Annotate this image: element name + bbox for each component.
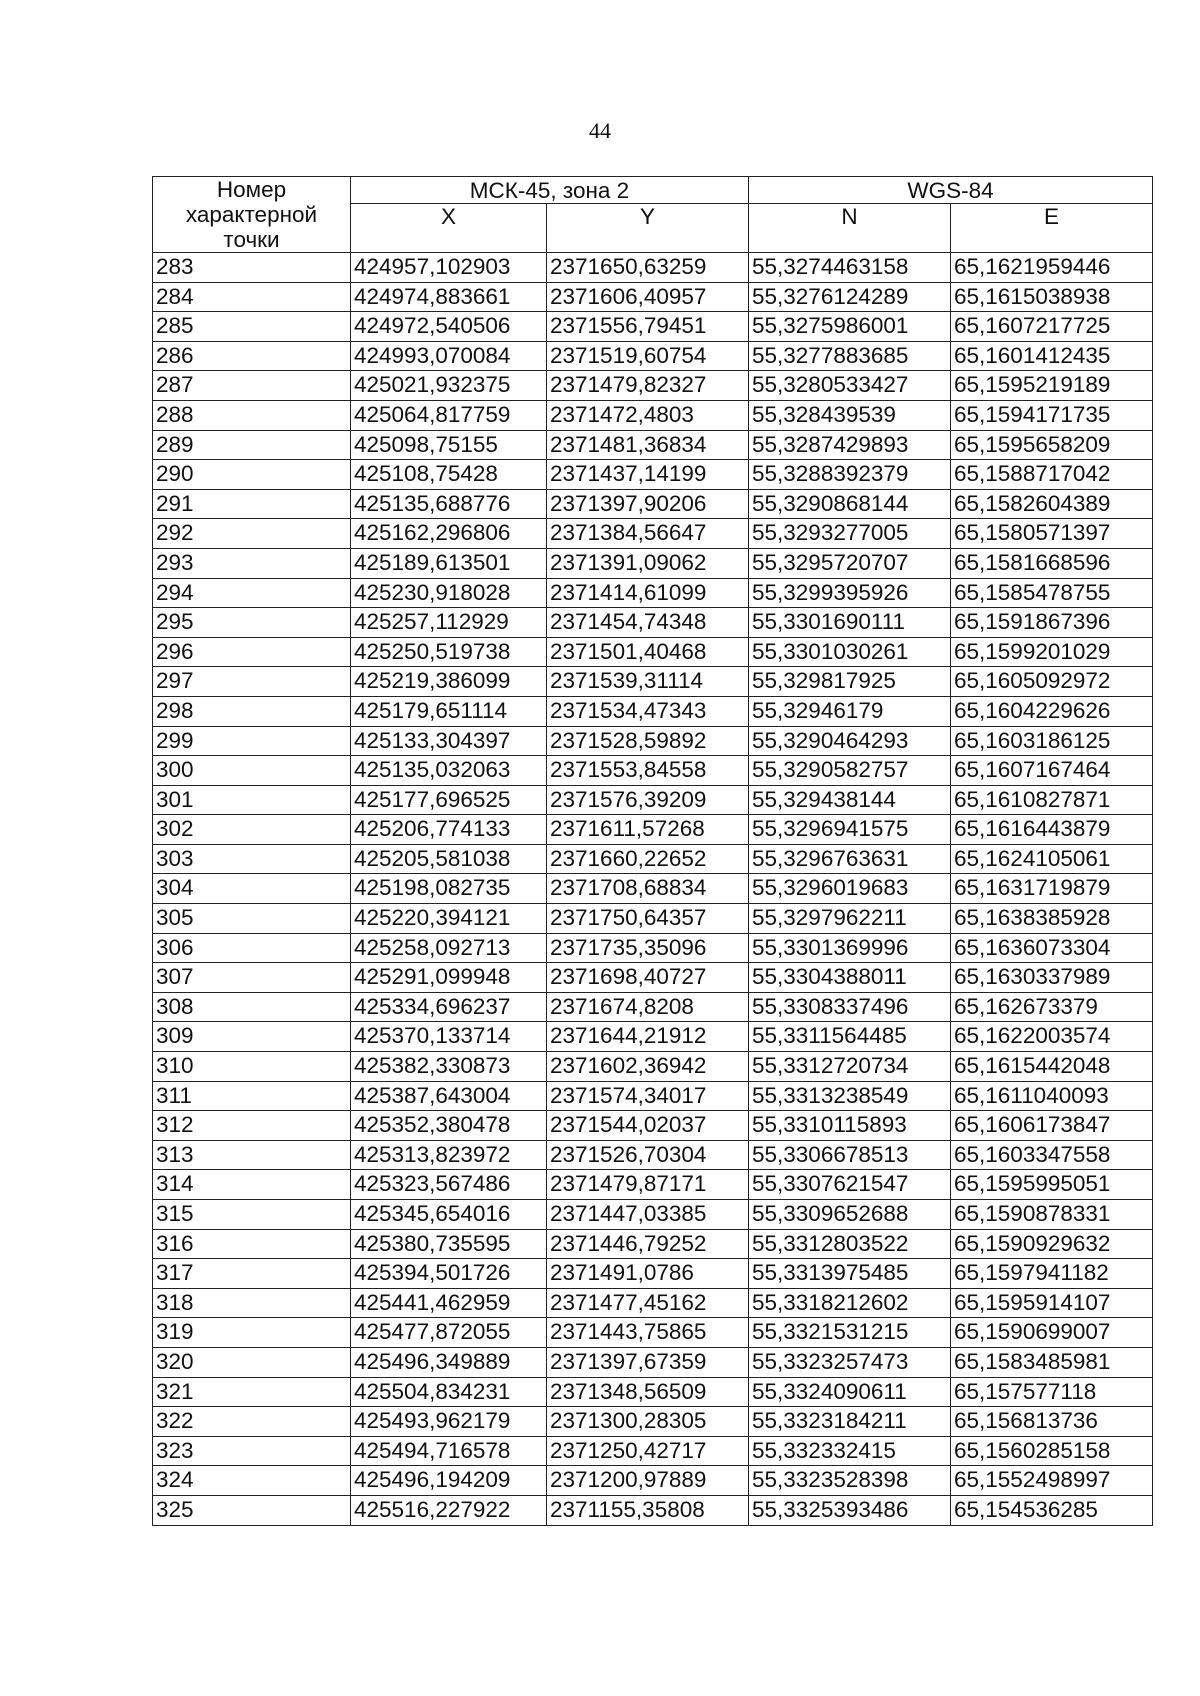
table-row xyxy=(153,608,1153,638)
cell-x: 424974,883661 xyxy=(351,282,547,312)
table-row xyxy=(153,874,1153,904)
cell-n: 55,3312803522 xyxy=(749,1229,951,1259)
table-row xyxy=(153,844,1153,874)
cell-point-number: 316 xyxy=(153,1229,351,1259)
cell-x: 425504,834231 xyxy=(351,1377,547,1407)
cell-n: 55,3309652688 xyxy=(749,1200,951,1230)
table-row xyxy=(153,1200,1153,1230)
cell-y: 2371708,68834 xyxy=(547,874,749,904)
cell-y: 2371611,57268 xyxy=(547,815,749,845)
cell-e: 65,1580571397 xyxy=(951,519,1153,549)
cell-e: 65,1606173847 xyxy=(951,1111,1153,1141)
cell-e: 65,1583485981 xyxy=(951,1347,1153,1377)
cell-y: 2371501,40468 xyxy=(547,637,749,667)
cell-y: 2371526,70304 xyxy=(547,1140,749,1170)
cell-x: 425064,817759 xyxy=(351,400,547,430)
cell-e: 65,1603186125 xyxy=(951,726,1153,756)
cell-e: 65,1605092972 xyxy=(951,667,1153,697)
cell-point-number: 324 xyxy=(153,1466,351,1496)
cell-x: 425189,613501 xyxy=(351,548,547,578)
cell-e: 65,1610827871 xyxy=(951,785,1153,815)
cell-point-number: 289 xyxy=(153,430,351,460)
cell-point-number: 308 xyxy=(153,992,351,1022)
cell-y: 2371553,84558 xyxy=(547,756,749,786)
cell-n: 55,3290582757 xyxy=(749,756,951,786)
cell-point-number: 321 xyxy=(153,1377,351,1407)
cell-e: 65,1595995051 xyxy=(951,1170,1153,1200)
cell-point-number: 283 xyxy=(153,253,351,283)
cell-x: 424972,540506 xyxy=(351,312,547,342)
cell-n: 55,3312720734 xyxy=(749,1052,951,1082)
table-row xyxy=(153,1436,1153,1466)
cell-n: 55,3323257473 xyxy=(749,1347,951,1377)
cell-x: 425220,394121 xyxy=(351,904,547,934)
cell-y: 2371348,56509 xyxy=(547,1377,749,1407)
cell-n: 55,328439539 xyxy=(749,400,951,430)
cell-y: 2371644,21912 xyxy=(547,1022,749,1052)
cell-x: 425493,962179 xyxy=(351,1407,547,1437)
cell-point-number: 299 xyxy=(153,726,351,756)
cell-e: 65,1607217725 xyxy=(951,312,1153,342)
cell-point-number: 305 xyxy=(153,904,351,934)
cell-x: 425496,349889 xyxy=(351,1347,547,1377)
cell-point-number: 285 xyxy=(153,312,351,342)
cell-point-number: 307 xyxy=(153,963,351,993)
cell-n: 55,3325393486 xyxy=(749,1495,951,1525)
cell-point-number: 313 xyxy=(153,1140,351,1170)
cell-n: 55,32946179 xyxy=(749,696,951,726)
header-row-groups xyxy=(153,177,1153,204)
cell-e: 65,1560285158 xyxy=(951,1436,1153,1466)
cell-n: 55,3295720707 xyxy=(749,548,951,578)
cell-point-number: 309 xyxy=(153,1022,351,1052)
table-row xyxy=(153,785,1153,815)
cell-point-number: 322 xyxy=(153,1407,351,1437)
table-row xyxy=(153,1495,1153,1525)
cell-y: 2371397,67359 xyxy=(547,1347,749,1377)
cell-point-number: 297 xyxy=(153,667,351,697)
table-row xyxy=(153,400,1153,430)
cell-y: 2371300,28305 xyxy=(547,1407,749,1437)
cell-e: 65,1604229626 xyxy=(951,696,1153,726)
cell-e: 65,1595914107 xyxy=(951,1288,1153,1318)
cell-e: 65,1590929632 xyxy=(951,1229,1153,1259)
cell-x: 425352,380478 xyxy=(351,1111,547,1141)
cell-y: 2371479,82327 xyxy=(547,371,749,401)
table-row xyxy=(153,1377,1153,1407)
cell-y: 2371650,63259 xyxy=(547,253,749,283)
cell-n: 55,3323528398 xyxy=(749,1466,951,1496)
cell-e: 65,1622003574 xyxy=(951,1022,1153,1052)
cell-x: 425345,654016 xyxy=(351,1200,547,1230)
table-row xyxy=(153,489,1153,519)
cell-n: 55,3318212602 xyxy=(749,1288,951,1318)
cell-x: 425370,133714 xyxy=(351,1022,547,1052)
cell-y: 2371519,60754 xyxy=(547,341,749,371)
table-row xyxy=(153,253,1153,283)
cell-x: 425323,567486 xyxy=(351,1170,547,1200)
cell-n: 55,3301369996 xyxy=(749,933,951,963)
cell-x: 425179,651114 xyxy=(351,696,547,726)
cell-n: 55,3308337496 xyxy=(749,992,951,1022)
header-y: Y xyxy=(547,204,749,253)
cell-y: 2371155,35808 xyxy=(547,1495,749,1525)
table-row xyxy=(153,430,1153,460)
table-row xyxy=(153,1170,1153,1200)
cell-y: 2371698,40727 xyxy=(547,963,749,993)
cell-n: 55,3324090611 xyxy=(749,1377,951,1407)
cell-y: 2371437,14199 xyxy=(547,460,749,490)
table-row xyxy=(153,1022,1153,1052)
cell-point-number: 294 xyxy=(153,578,351,608)
cell-point-number: 298 xyxy=(153,696,351,726)
cell-x: 425098,75155 xyxy=(351,430,547,460)
cell-x: 425334,696237 xyxy=(351,992,547,1022)
coordinates-table xyxy=(152,176,1153,1526)
cell-y: 2371660,22652 xyxy=(547,844,749,874)
cell-y: 2371447,03385 xyxy=(547,1200,749,1230)
cell-n: 55,3280533427 xyxy=(749,371,951,401)
cell-e: 65,1590699007 xyxy=(951,1318,1153,1348)
cell-n: 55,3299395926 xyxy=(749,578,951,608)
cell-n: 55,329817925 xyxy=(749,667,951,697)
cell-point-number: 318 xyxy=(153,1288,351,1318)
table-row xyxy=(153,992,1153,1022)
cell-y: 2371674,8208 xyxy=(547,992,749,1022)
cell-n: 55,3323184211 xyxy=(749,1407,951,1437)
cell-n: 55,3313238549 xyxy=(749,1081,951,1111)
cell-x: 425205,581038 xyxy=(351,844,547,874)
cell-x: 424957,102903 xyxy=(351,253,547,283)
cell-y: 2371491,0786 xyxy=(547,1259,749,1289)
cell-x: 425135,032063 xyxy=(351,756,547,786)
table-row xyxy=(153,1347,1153,1377)
cell-point-number: 292 xyxy=(153,519,351,549)
cell-n: 55,3307621547 xyxy=(749,1170,951,1200)
cell-y: 2371735,35096 xyxy=(547,933,749,963)
cell-e: 65,1607167464 xyxy=(951,756,1153,786)
table-row xyxy=(153,578,1153,608)
cell-point-number: 311 xyxy=(153,1081,351,1111)
cell-x: 425250,519738 xyxy=(351,637,547,667)
cell-y: 2371200,97889 xyxy=(547,1466,749,1496)
cell-n: 55,3306678513 xyxy=(749,1140,951,1170)
cell-point-number: 304 xyxy=(153,874,351,904)
cell-x: 425516,227922 xyxy=(351,1495,547,1525)
cell-x: 425108,75428 xyxy=(351,460,547,490)
cell-e: 65,1611040093 xyxy=(951,1081,1153,1111)
cell-y: 2371472,4803 xyxy=(547,400,749,430)
cell-e: 65,1594171735 xyxy=(951,400,1153,430)
cell-e: 65,1590878331 xyxy=(951,1200,1153,1230)
cell-y: 2371534,47343 xyxy=(547,696,749,726)
cell-point-number: 320 xyxy=(153,1347,351,1377)
cell-e: 65,1552498997 xyxy=(951,1466,1153,1496)
table-row xyxy=(153,904,1153,934)
cell-y: 2371528,59892 xyxy=(547,726,749,756)
cell-e: 65,1603347558 xyxy=(951,1140,1153,1170)
cell-e: 65,156813736 xyxy=(951,1407,1153,1437)
page-number: 44 xyxy=(589,118,611,143)
cell-point-number: 293 xyxy=(153,548,351,578)
cell-n: 55,3301030261 xyxy=(749,637,951,667)
cell-y: 2371539,31114 xyxy=(547,667,749,697)
cell-point-number: 312 xyxy=(153,1111,351,1141)
cell-point-number: 315 xyxy=(153,1200,351,1230)
cell-y: 2371606,40957 xyxy=(547,282,749,312)
cell-n: 55,329438144 xyxy=(749,785,951,815)
cell-n: 55,3301690111 xyxy=(749,608,951,638)
cell-x: 425394,501726 xyxy=(351,1259,547,1289)
cell-y: 2371750,64357 xyxy=(547,904,749,934)
header-msk-group: МСК-45, зона 2 xyxy=(351,177,749,204)
cell-n: 55,3275986001 xyxy=(749,312,951,342)
cell-x: 425380,735595 xyxy=(351,1229,547,1259)
cell-n: 55,3296763631 xyxy=(749,844,951,874)
cell-x: 425206,774133 xyxy=(351,815,547,845)
header-x: X xyxy=(351,204,547,253)
table-body xyxy=(153,253,1153,1526)
cell-y: 2371481,36834 xyxy=(547,430,749,460)
cell-e: 65,1599201029 xyxy=(951,637,1153,667)
table-row xyxy=(153,371,1153,401)
cell-n: 55,3290464293 xyxy=(749,726,951,756)
header-n: N xyxy=(749,204,951,253)
cell-n: 55,3304388011 xyxy=(749,963,951,993)
cell-n: 55,332332415 xyxy=(749,1436,951,1466)
table-row xyxy=(153,548,1153,578)
cell-point-number: 287 xyxy=(153,371,351,401)
table-header xyxy=(153,177,1153,253)
cell-x: 425135,688776 xyxy=(351,489,547,519)
table-row xyxy=(153,696,1153,726)
cell-y: 2371477,45162 xyxy=(547,1288,749,1318)
cell-x: 425230,918028 xyxy=(351,578,547,608)
cell-n: 55,3276124289 xyxy=(749,282,951,312)
cell-y: 2371446,79252 xyxy=(547,1229,749,1259)
cell-x: 425382,330873 xyxy=(351,1052,547,1082)
table-row xyxy=(153,1229,1153,1259)
cell-e: 65,157577118 xyxy=(951,1377,1153,1407)
table-row xyxy=(153,1288,1153,1318)
cell-e: 65,1624105061 xyxy=(951,844,1153,874)
cell-y: 2371576,39209 xyxy=(547,785,749,815)
cell-y: 2371544,02037 xyxy=(547,1111,749,1141)
cell-point-number: 314 xyxy=(153,1170,351,1200)
table-row xyxy=(153,726,1153,756)
table-row xyxy=(153,1081,1153,1111)
table-row xyxy=(153,1466,1153,1496)
table-row xyxy=(153,963,1153,993)
cell-point-number: 301 xyxy=(153,785,351,815)
cell-x: 425441,462959 xyxy=(351,1288,547,1318)
cell-x: 425477,872055 xyxy=(351,1318,547,1348)
cell-n: 55,3274463158 xyxy=(749,253,951,283)
cell-e: 65,1601412435 xyxy=(951,341,1153,371)
table-row xyxy=(153,341,1153,371)
table-row xyxy=(153,815,1153,845)
cell-y: 2371384,56647 xyxy=(547,519,749,549)
table-row xyxy=(153,1407,1153,1437)
cell-n: 55,3293277005 xyxy=(749,519,951,549)
table-row xyxy=(153,1140,1153,1170)
cell-point-number: 300 xyxy=(153,756,351,786)
cell-e: 65,1585478755 xyxy=(951,578,1153,608)
cell-e: 65,1616443879 xyxy=(951,815,1153,845)
table-row xyxy=(153,933,1153,963)
cell-x: 424993,070084 xyxy=(351,341,547,371)
cell-point-number: 288 xyxy=(153,400,351,430)
cell-point-number: 303 xyxy=(153,844,351,874)
cell-n: 55,3287429893 xyxy=(749,430,951,460)
cell-x: 425257,112929 xyxy=(351,608,547,638)
cell-x: 425291,099948 xyxy=(351,963,547,993)
cell-e: 65,1631719879 xyxy=(951,874,1153,904)
cell-e: 65,1638385928 xyxy=(951,904,1153,934)
table-row xyxy=(153,1052,1153,1082)
cell-e: 65,1636073304 xyxy=(951,933,1153,963)
cell-point-number: 286 xyxy=(153,341,351,371)
cell-point-number: 302 xyxy=(153,815,351,845)
cell-y: 2371556,79451 xyxy=(547,312,749,342)
cell-x: 425219,386099 xyxy=(351,667,547,697)
table-row xyxy=(153,637,1153,667)
header-e: E xyxy=(951,204,1153,253)
cell-e: 65,1615038938 xyxy=(951,282,1153,312)
cell-point-number: 306 xyxy=(153,933,351,963)
cell-x: 425177,696525 xyxy=(351,785,547,815)
cell-point-number: 317 xyxy=(153,1259,351,1289)
cell-e: 65,1595219189 xyxy=(951,371,1153,401)
cell-y: 2371574,34017 xyxy=(547,1081,749,1111)
cell-e: 65,1595658209 xyxy=(951,430,1153,460)
header-point-number: Номер характерной точки xyxy=(153,177,351,253)
cell-e: 65,1615442048 xyxy=(951,1052,1153,1082)
cell-n: 55,3296941575 xyxy=(749,815,951,845)
cell-y: 2371454,74348 xyxy=(547,608,749,638)
table-row xyxy=(153,1318,1153,1348)
cell-point-number: 295 xyxy=(153,608,351,638)
cell-point-number: 296 xyxy=(153,637,351,667)
cell-e: 65,1591867396 xyxy=(951,608,1153,638)
table-row xyxy=(153,282,1153,312)
header-wgs-group: WGS-84 xyxy=(749,177,1153,204)
cell-x: 425313,823972 xyxy=(351,1140,547,1170)
cell-e: 65,1630337989 xyxy=(951,963,1153,993)
cell-y: 2371391,09062 xyxy=(547,548,749,578)
cell-n: 55,3290868144 xyxy=(749,489,951,519)
cell-point-number: 310 xyxy=(153,1052,351,1082)
cell-x: 425387,643004 xyxy=(351,1081,547,1111)
cell-x: 425021,932375 xyxy=(351,371,547,401)
cell-e: 65,1597941182 xyxy=(951,1259,1153,1289)
cell-n: 55,3311564485 xyxy=(749,1022,951,1052)
cell-e: 65,1588717042 xyxy=(951,460,1153,490)
cell-n: 55,3321531215 xyxy=(749,1318,951,1348)
cell-point-number: 291 xyxy=(153,489,351,519)
cell-e: 65,1582604389 xyxy=(951,489,1153,519)
table-row xyxy=(153,1259,1153,1289)
table-row xyxy=(153,667,1153,697)
table-row xyxy=(153,460,1153,490)
table-row xyxy=(153,312,1153,342)
cell-n: 55,3297962211 xyxy=(749,904,951,934)
cell-n: 55,3288392379 xyxy=(749,460,951,490)
cell-y: 2371443,75865 xyxy=(547,1318,749,1348)
table-row xyxy=(153,1111,1153,1141)
cell-n: 55,3313975485 xyxy=(749,1259,951,1289)
cell-y: 2371479,87171 xyxy=(547,1170,749,1200)
cell-x: 425494,716578 xyxy=(351,1436,547,1466)
cell-x: 425162,296806 xyxy=(351,519,547,549)
cell-n: 55,3310115893 xyxy=(749,1111,951,1141)
cell-y: 2371397,90206 xyxy=(547,489,749,519)
cell-point-number: 323 xyxy=(153,1436,351,1466)
cell-point-number: 290 xyxy=(153,460,351,490)
cell-x: 425133,304397 xyxy=(351,726,547,756)
table-row xyxy=(153,756,1153,786)
cell-point-number: 319 xyxy=(153,1318,351,1348)
cell-y: 2371414,61099 xyxy=(547,578,749,608)
cell-x: 425496,194209 xyxy=(351,1466,547,1496)
cell-e: 65,154536285 xyxy=(951,1495,1153,1525)
cell-e: 65,1621959446 xyxy=(951,253,1153,283)
cell-n: 55,3296019683 xyxy=(749,874,951,904)
table-row xyxy=(153,519,1153,549)
cell-e: 65,162673379 xyxy=(951,992,1153,1022)
cell-y: 2371250,42717 xyxy=(547,1436,749,1466)
cell-point-number: 284 xyxy=(153,282,351,312)
cell-e: 65,1581668596 xyxy=(951,548,1153,578)
cell-x: 425258,092713 xyxy=(351,933,547,963)
cell-y: 2371602,36942 xyxy=(547,1052,749,1082)
cell-point-number: 325 xyxy=(153,1495,351,1525)
cell-n: 55,3277883685 xyxy=(749,341,951,371)
cell-x: 425198,082735 xyxy=(351,874,547,904)
